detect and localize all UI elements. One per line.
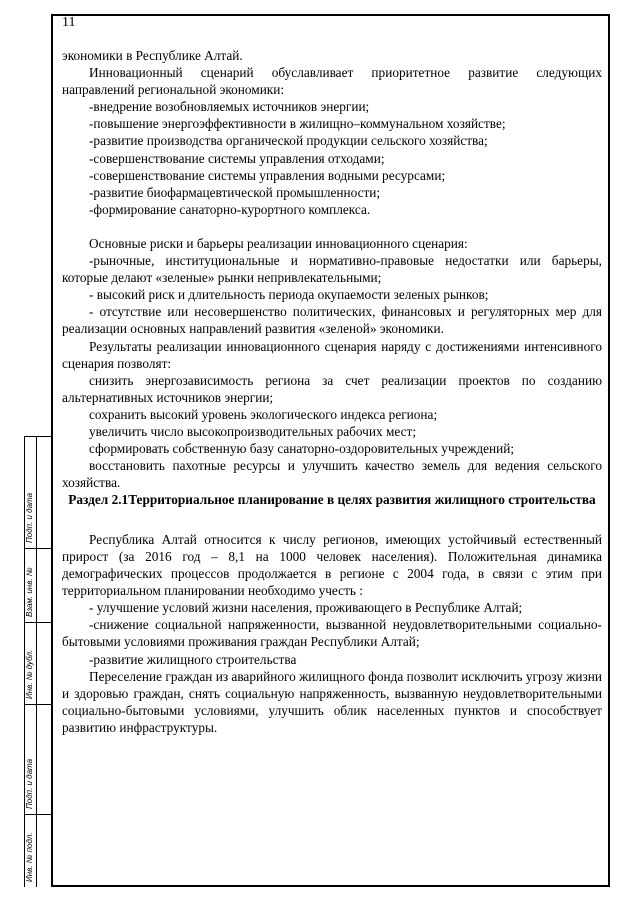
stamp-cell: [24, 704, 51, 814]
paragraph: снизить энергозависимость региона за счет реализации проектов по созданию альтернативных источников энергии;: [62, 372, 602, 405]
paragraph: -повышение энергоэффективности в жилищно–коммунальном хозяйстве;: [89, 116, 506, 132]
paragraph: -развитие производства органической продукции сельского хозяйства;: [89, 133, 488, 149]
paragraph: -рыночные, институциональные и нормативно-правовые недостатки или барьеры, которые делают «зеленые» рынки непривлекательными;: [62, 253, 602, 286]
paragraph: -внедрение возобновляемых источников энергии;: [89, 99, 370, 115]
paragraph: сформировать собственную базу санаторно-оздоровительных учреждений;: [89, 441, 515, 457]
stamp-label: Инв. № подл.: [25, 832, 34, 882]
page-number: 11: [62, 15, 76, 30]
paragraph: - высокий риск и длительность периода окупаемости зеленых рынков;: [89, 287, 489, 303]
paragraph: -развитие биофармацевтической промышленности;: [89, 184, 381, 200]
intro-block: [62, 47, 602, 218]
stamp-cell: [24, 548, 51, 622]
paragraph: -совершенствование системы управления отходами;: [89, 150, 385, 166]
paragraph: - отсутствие или несовершенство политических, финансовых и регуляторных мер для реализации основных направлений развития «зеленой» экономики.: [62, 304, 602, 337]
section-block: [62, 531, 602, 736]
stamp-cell: [24, 436, 51, 548]
risks-block: [62, 235, 602, 491]
paragraph: экономики в Республике Алтай.: [62, 48, 243, 63]
paragraph: -формирование санаторно-курортного комплекса.: [89, 201, 371, 217]
paragraph: -совершенствование системы управления водными ресурсами;: [89, 167, 446, 183]
stamp-label: Подп. и дата: [25, 758, 34, 809]
paragraph: Результаты реализации инновационного сценария наряду с достижениями интенсивного сценария позволят:: [62, 338, 602, 371]
stamp-cell: [24, 622, 51, 704]
document-body: [62, 47, 602, 736]
blank-line: [62, 218, 602, 235]
stamp-label: Взам. инв. №: [25, 567, 34, 617]
paragraph: Переселение граждан из аварийного жилищного фонда позволит исключить угрозу жизни и здоровью граждан, снять социальную напряженность, вызванную неудовлетворительными социально-бытовыми условиями, улучшить облик населенных пунктов и способствует развитию инфраструктуры.: [62, 668, 602, 735]
paragraph: увеличить число высокопроизводительных рабочих мест;: [89, 423, 417, 439]
paragraph: Республика Алтай относится к числу регионов, имеющих устойчивый естественный прирост (за 2016 год – 8,1 на 1000 человек населения). Положительная динамика демографических процессов продолжается в регионе с 2004 года, в связи с этим при территориальном планировании необходимо учесть :: [62, 531, 602, 599]
blank-line: [62, 509, 602, 531]
margin-stamp: [24, 436, 51, 887]
paragraph: сохранить высокий уровень экологического индекса региона;: [89, 406, 438, 422]
paragraph: -развитие жилищного строительства: [89, 651, 297, 667]
section-title: Раздел 2.1Территориальное планирование в целях развития жилищного строительства: [68, 492, 596, 508]
stamp-label: Инв. № дубл.: [25, 649, 34, 699]
paragraph: -снижение социальной напряженности, вызванной неудовлетворительными социально-бытовыми условиями проживания граждан Республики Алтай;: [62, 617, 602, 650]
stamp-label: Подп. и дата: [25, 492, 34, 543]
paragraph: - улучшение условий жизни населения, проживающего в Республике Алтай;: [89, 600, 523, 616]
paragraph: восстановить пахотные ресурсы и улучшить качество земель для ведения сельского хозяйства.: [62, 458, 602, 491]
paragraph: Основные риски и барьеры реализации инновационного сценария:: [89, 235, 468, 251]
stamp-cell: [24, 814, 51, 887]
paragraph: Инновационный сценарий обуславливает приоритетное развитие следующих направлений региональной экономики:: [62, 65, 602, 98]
